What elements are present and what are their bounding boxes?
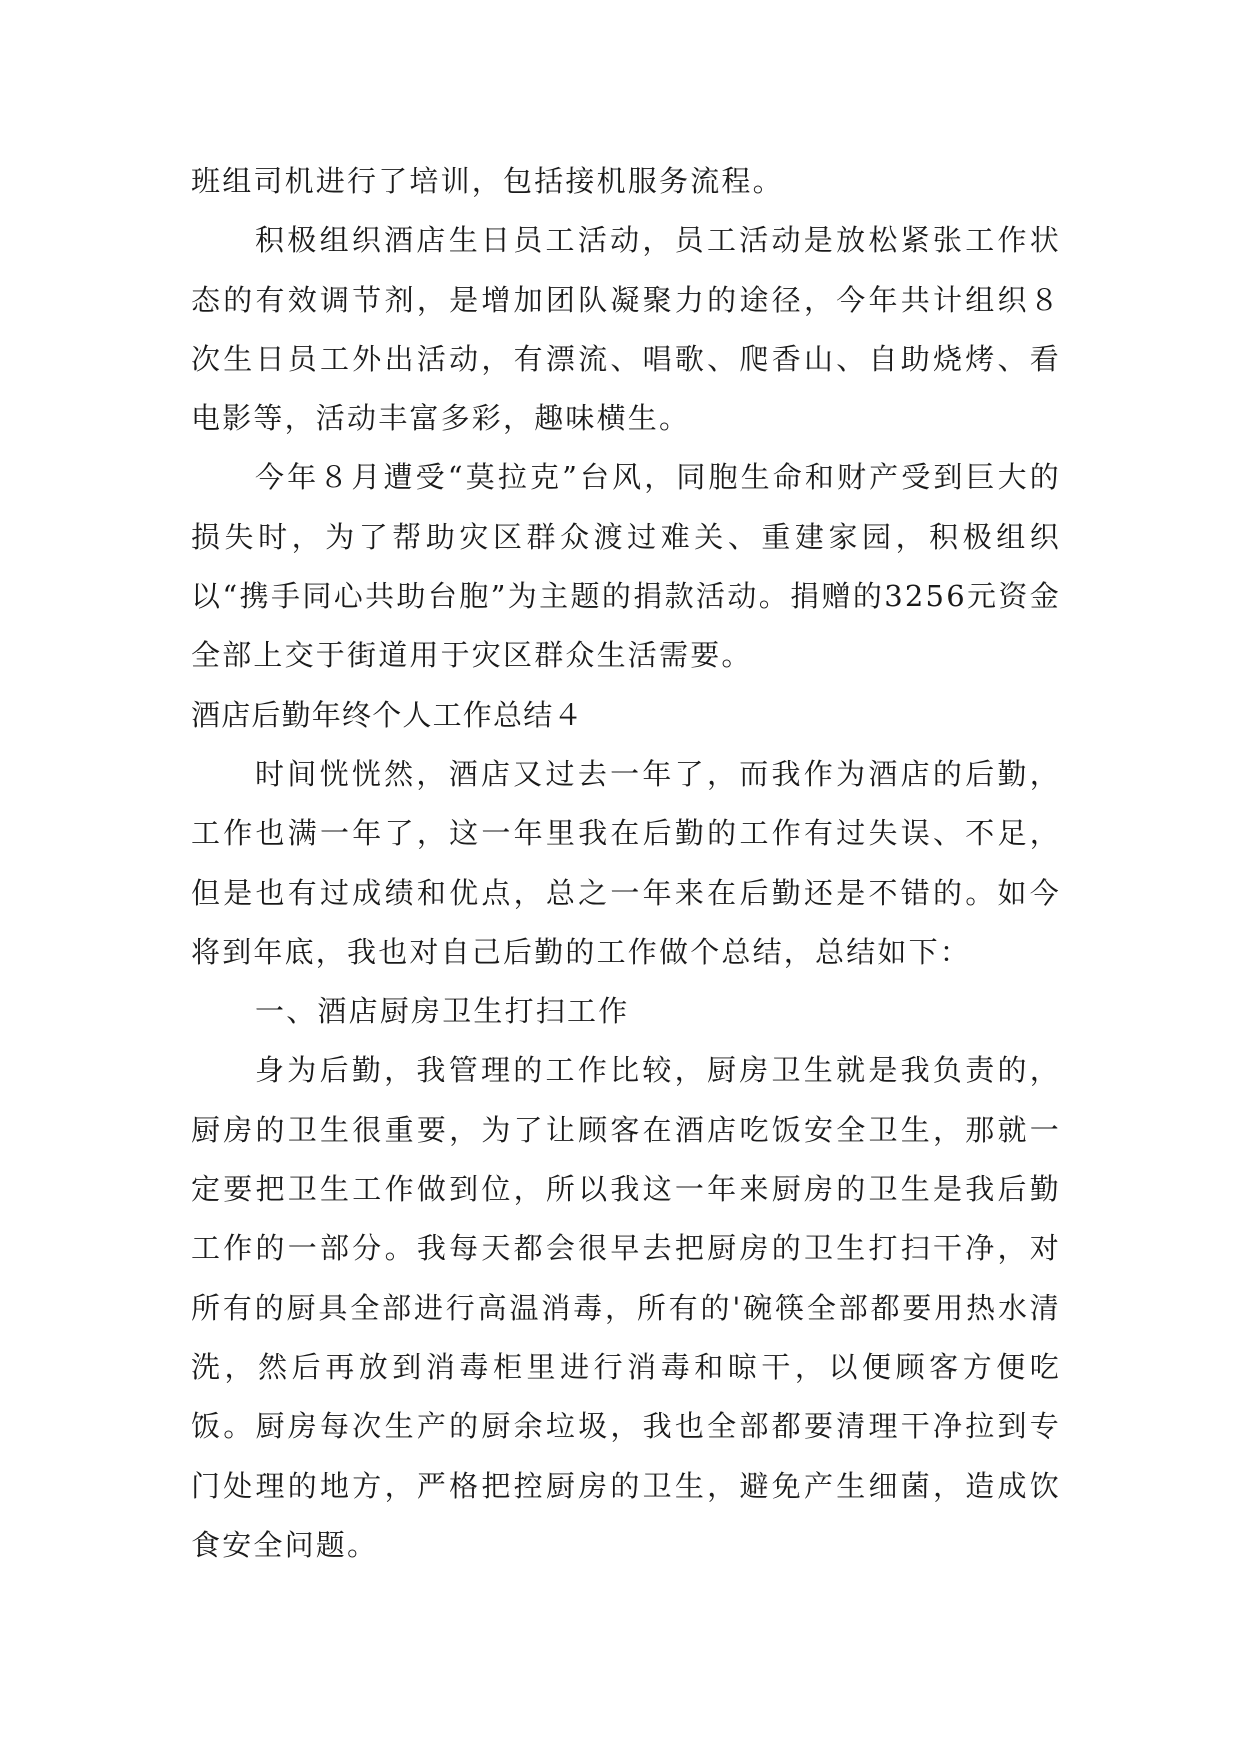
paragraph-intro: 时间恍恍然，酒店又过去一年了，而我作为酒店的后勤，工作也满一年了，这一年里我在后勤的工作有过失误、不足，但是也有过成绩和优点，总之一年来在后勤还是不错的。如今将到年底，我也对自己后勤的工作做个总结，总结如下： [191, 756, 1061, 969]
paragraph-training-continued: 班组司机进行了培训，包括接机服务流程。 [191, 164, 784, 198]
section-title-summary-4: 酒店后勤年终个人工作总结４ [191, 697, 584, 732]
document-body [191, 152, 1061, 1575]
subheading-kitchen-cleaning: 一、酒店厨房卫生打扫工作 [255, 994, 630, 1029]
paragraph-birthday-activities: 积极组织酒店生日员工活动，员工活动是放松紧张工作状态的有效调节剂，是增加团队凝聚力的途径，今年共计组织８次生日员工外出活动，有漂流、唱歌、爬香山、自助烧烤、看电影等，活动丰富多彩，趣味横生。 [191, 223, 1061, 436]
paragraph-kitchen-duties: 身为后勤，我管理的工作比较，厨房卫生就是我负责的，厨房的卫生很重要，为了让顾客在酒店吃饭安全卫生，那就一定要把卫生工作做到位，所以我这一年来厨房的卫生是我后勤工作的一部分。我每天都会很早去把厨房的卫生打扫干净，对所有的厨具全部进行高温消毒，所有的'碗筷全部都要用热水清洗，然后再放到消毒柜里进行消毒和晾干，以便顾客方便吃饭。厨房每次生产的厨余垃圾，我也全部都要清理干净拉到专门处理的地方，严格把控厨房的卫生，避免产生细菌，造成饮食安全问题。 [191, 1053, 1061, 1562]
paragraph-typhoon-donation: 今年８月遭受“莫拉克”台风，同胞生命和财产受到巨大的损失时，为了帮助灾区群众渡过难关、重建家园，积极组织以“携手同心共助台胞”为主题的捐款活动。捐赠的3256元资金全部上交于街道用于灾区群众生活需要。 [191, 460, 1061, 673]
